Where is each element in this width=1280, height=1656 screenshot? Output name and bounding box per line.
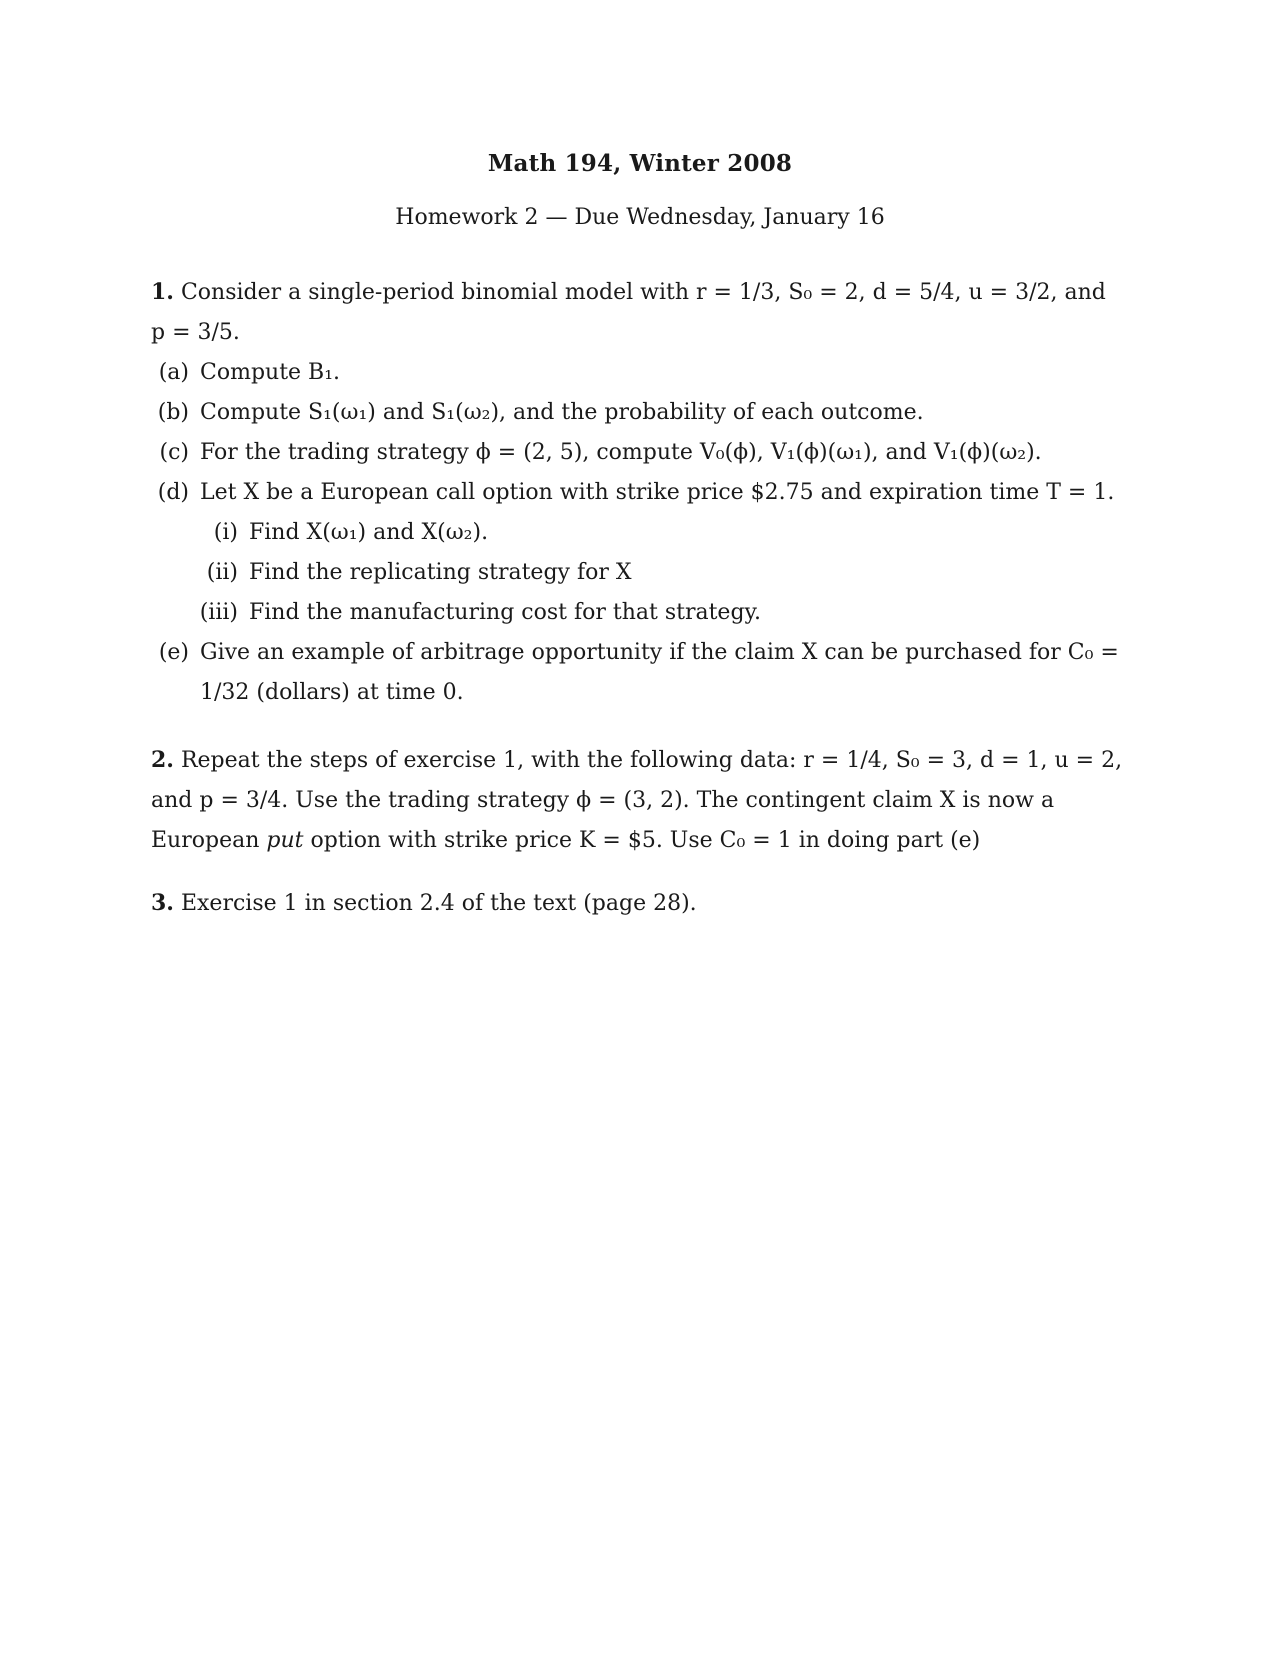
part-e-text-line-2: 1/32 (dollars) at time 0. (200, 680, 464, 705)
exercise-2-line-1 (151, 740, 1130, 781)
part-b-text: Compute S₁(ω₁) and S₁(ω₂), and the probability of each outcome. (200, 400, 924, 425)
part-b-label: (b) (157, 400, 189, 425)
exercise-1-intro-line-1 (151, 272, 1130, 313)
exercise-3-line (151, 883, 1130, 924)
part-d-ii-text: Find the replicating strategy for X (249, 560, 632, 585)
part-d (151, 473, 1130, 513)
exercise-3-number: 3. (151, 890, 174, 916)
exercise-2-line-3-start: European (151, 828, 260, 853)
exercise-2 (151, 740, 1130, 861)
part-d-iii (151, 593, 1130, 633)
part-d-text: Let X be a European call option with strike price $2.75 and expiration time T = 1. (200, 480, 1115, 505)
part-e-label: (e) (158, 640, 189, 665)
part-b (151, 393, 1130, 433)
exercise-2-line-3-end: option with strike price K = $5. Use C₀ = 1 in doing part (e) (310, 828, 981, 853)
part-a (151, 353, 1130, 393)
part-e (151, 633, 1130, 673)
part-e-text-line-1: Give an example of arbitrage opportunity if the claim X can be purchased for C₀ = (200, 640, 1119, 665)
part-c-label: (c) (159, 440, 189, 465)
exercise-1 (151, 272, 1130, 713)
part-d-iii-label: (iii) (199, 600, 238, 625)
exercise-1-number: 1. (151, 279, 174, 305)
part-d-label: (d) (157, 480, 189, 505)
part-d-i-label: (i) (213, 520, 238, 545)
exercise-2-line-2: and p = 3/4. Use the trading strategy ϕ = (3, 2). The contingent claim X is now a (151, 788, 1055, 813)
part-d-i (151, 513, 1130, 553)
part-d-ii (151, 553, 1130, 593)
page-title: Math 194, Winter 2008 (487, 150, 793, 177)
part-d-iii-text: Find the manufacturing cost for that strategy. (249, 600, 762, 625)
part-d-ii-label: (ii) (206, 560, 238, 585)
part-c-text: For the trading strategy ϕ = (2, 5), compute V₀(ϕ), V₁(ϕ)(ω₁), and V₁(ϕ)(ω₂). (200, 440, 1042, 465)
exercise-3 (151, 883, 1130, 924)
part-d-i-text: Find X(ω₁) and X(ω₂). (249, 520, 489, 545)
exercise-2-line-3 (151, 821, 1130, 861)
part-a-text: Compute B₁. (200, 360, 341, 385)
exercise-2-line-1-text: Repeat the steps of exercise 1, with the following data: r = 1/4, S₀ = 3, d = 1, u = 2, (180, 748, 1123, 773)
part-c (151, 433, 1130, 473)
page-subtitle: Homework 2 — Due Wednesday, January 16 (395, 205, 885, 230)
exercise-2-emphasis-put: put (266, 828, 304, 853)
exercise-3-text: Exercise 1 in section 2.4 of the text (page 28). (180, 891, 697, 916)
exercise-2-number: 2. (151, 747, 174, 773)
part-a-label: (a) (158, 360, 189, 385)
exercise-1-intro-line-2: p = 3/5. (151, 320, 240, 345)
exercise-1-intro-text: Consider a single-period binomial model with r = 1/3, S₀ = 2, d = 5/4, u = 3/2, and (180, 280, 1106, 305)
